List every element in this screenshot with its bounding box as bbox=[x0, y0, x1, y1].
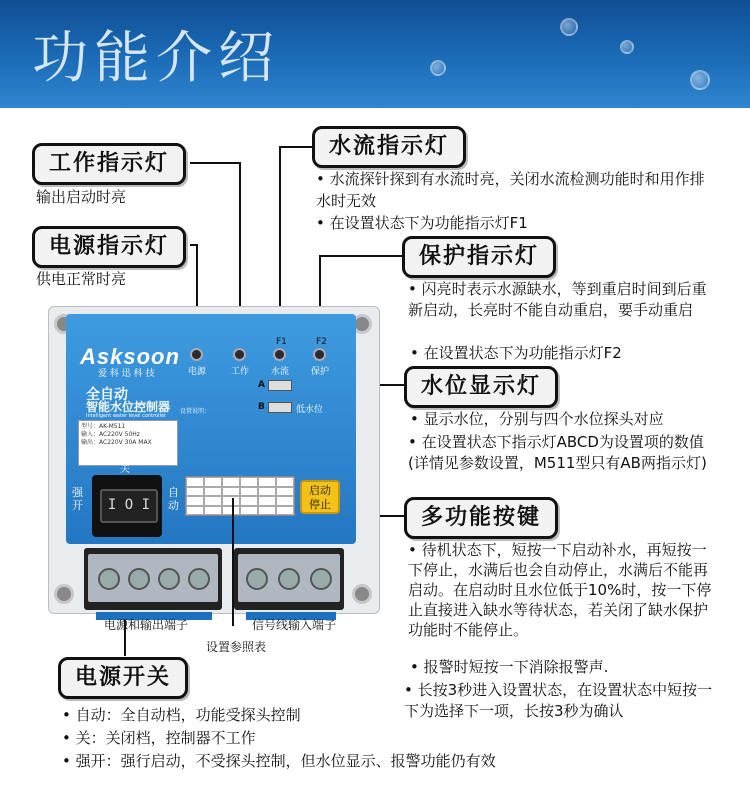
level-led-a bbox=[268, 380, 292, 391]
header-banner bbox=[0, 0, 750, 108]
table-cell bbox=[204, 487, 222, 497]
power-rocker-switch[interactable] bbox=[92, 475, 162, 537]
power-terminal-block bbox=[84, 548, 222, 610]
heading-label: 多功能按键 bbox=[421, 505, 542, 530]
protect-light-bullet: • 在设置状态下为功能指示灯F2 bbox=[410, 344, 622, 362]
terminal-screw-icon bbox=[188, 568, 210, 590]
table-cell bbox=[258, 496, 276, 506]
screw-icon bbox=[352, 584, 372, 604]
bubble-decoration bbox=[430, 60, 446, 76]
table-cell bbox=[258, 477, 276, 487]
led-label: 保护 bbox=[311, 367, 330, 377]
flow-led bbox=[273, 348, 286, 361]
table-cell bbox=[222, 496, 240, 506]
table-cell bbox=[222, 506, 240, 516]
table-cell bbox=[276, 506, 294, 516]
table-cell bbox=[204, 477, 222, 487]
switch-label-auto: 自 动 bbox=[168, 486, 179, 512]
heading-label: 电源开关 bbox=[75, 665, 172, 690]
heading-level-light bbox=[404, 366, 558, 408]
pointer-line bbox=[320, 255, 404, 257]
caption-settings-table: 设置参照表 bbox=[206, 640, 267, 654]
level-label: 低水位 bbox=[296, 405, 324, 415]
table-cell bbox=[204, 506, 222, 516]
table-cell bbox=[204, 496, 222, 506]
terminal-screw-icon bbox=[278, 568, 300, 590]
page-title: 功能介绍 bbox=[32, 26, 280, 91]
setting-note bbox=[180, 408, 320, 456]
bubble-decoration bbox=[690, 70, 710, 90]
level-light-bullet: • 显示水位，分别与四个水位探头对应 bbox=[410, 410, 664, 428]
level-light-bullet: • 在设置状态下指示灯ABCD为设置项的数值(详情见参数设置，M511型只有AB两指示灯) bbox=[408, 433, 707, 472]
pointer-line bbox=[280, 146, 314, 148]
heading-label: 电源指示灯 bbox=[49, 234, 170, 259]
terminal-screw-icon bbox=[128, 568, 150, 590]
switch-face: I O I bbox=[100, 489, 158, 523]
multi-button-bullet: • 长按3秒进入设置状态，在设置状态中短按一下为选择下一项，长按3秒为确认 bbox=[404, 681, 713, 720]
heading-label: 保护指示灯 bbox=[419, 244, 540, 269]
table-cell bbox=[258, 487, 276, 497]
pointer-line bbox=[232, 498, 234, 626]
heading-work-light bbox=[32, 143, 186, 185]
heading-label: 水流指示灯 bbox=[329, 134, 450, 159]
work-light-desc: 输出启动时亮 bbox=[36, 188, 127, 206]
led-label: 工作 bbox=[231, 367, 250, 377]
led-label: 水流 bbox=[271, 367, 290, 377]
table-cell bbox=[258, 506, 276, 516]
heading-power-switch bbox=[58, 657, 188, 699]
power-light-desc: 供电正常时亮 bbox=[36, 270, 127, 288]
spec-line: 输入：AC220V 50Hz bbox=[81, 431, 140, 438]
table-cell bbox=[240, 487, 258, 497]
terminal-screw-icon bbox=[98, 568, 120, 590]
power-led bbox=[190, 348, 203, 361]
spec-line: 输出：AC220V 30A MAX bbox=[81, 439, 152, 446]
protect-led bbox=[313, 348, 326, 361]
power-switch-bullet: • 强开：强行启动，不受探头控制，但水位显示、报警功能仍有效 bbox=[62, 752, 496, 770]
screw-icon bbox=[54, 584, 74, 604]
switch-label-off: 关 bbox=[120, 464, 130, 475]
led-top-label: F2 bbox=[316, 337, 327, 347]
heading-flow-light bbox=[312, 126, 466, 168]
table-cell bbox=[222, 487, 240, 497]
table-cell bbox=[276, 487, 294, 497]
heading-power-light bbox=[32, 226, 186, 268]
terminal-screw-icon bbox=[310, 568, 332, 590]
flow-light-bullet: • 水流探针探到有水流时亮，关闭水流检测功能时和用作排水时无效 bbox=[316, 170, 705, 210]
bubble-decoration bbox=[620, 40, 634, 54]
multi-button-bullet: • 待机状态下，短按一下启动补水，再短按一下停止，水满后也会自动停止，水满后不能再启动。在启动时且水位低于10%时，按一下停止直接进入缺水等待状态，若关闭了缺水保护功能时不能停止。 bbox=[408, 541, 712, 639]
terminal-screw-icon bbox=[246, 568, 268, 590]
product-en: Intelligent water level controller bbox=[86, 413, 166, 419]
table-cell bbox=[276, 496, 294, 506]
table-cell bbox=[240, 506, 258, 516]
flow-light-bullet: • 在设置状态下为功能指示灯F1 bbox=[316, 214, 528, 232]
led-top-label: F1 bbox=[276, 337, 287, 347]
level-letter: B bbox=[258, 402, 265, 412]
brand-logo: Asksoon bbox=[80, 344, 180, 369]
table-cell bbox=[222, 477, 240, 487]
heading-label: 工作指示灯 bbox=[49, 151, 170, 176]
heading-protect-light bbox=[402, 236, 556, 278]
table-cell bbox=[186, 496, 204, 506]
protect-light-bullet: • 闪亮时表示水源缺水，等到重启时间到后重新启动，长亮时不能自动重启，要手动重启 bbox=[408, 280, 707, 319]
power-switch-bullet: • 关：关闭档，控制器不工作 bbox=[62, 729, 256, 747]
table-cell bbox=[276, 477, 294, 487]
table-cell bbox=[186, 506, 204, 516]
bubble-decoration bbox=[560, 18, 578, 36]
setting-note-title: 设置说明： bbox=[180, 408, 211, 415]
table-cell bbox=[186, 487, 204, 497]
product-title: 全自动 bbox=[86, 387, 128, 403]
caption-power-terminal: 电源和输出端子 bbox=[104, 618, 189, 632]
level-letter: A bbox=[258, 380, 265, 390]
caption-signal-terminal: 信号线输入端子 bbox=[252, 618, 337, 632]
switch-label-force: 强 开 bbox=[72, 486, 83, 512]
heading-multi-button bbox=[404, 497, 558, 539]
work-led bbox=[233, 348, 246, 361]
table-cell bbox=[240, 477, 258, 487]
power-switch-bullet: • 自动：全自动档，功能受探头控制 bbox=[62, 706, 301, 724]
settings-reference-table bbox=[185, 476, 295, 516]
spec-line: 型号：AK-M511 bbox=[81, 423, 126, 430]
led-label: 电源 bbox=[188, 367, 207, 377]
heading-label: 水位显示灯 bbox=[421, 374, 542, 399]
signal-terminal-block bbox=[234, 548, 344, 610]
multi-function-button[interactable]: 启动 停止 bbox=[300, 480, 340, 514]
table-cell bbox=[240, 496, 258, 506]
terminal-screw-icon bbox=[158, 568, 180, 590]
multi-button-bullet: • 报警时短按一下消除报警声. bbox=[410, 658, 609, 676]
product-title: 智能水位控制器 bbox=[86, 400, 171, 414]
pointer-line bbox=[190, 162, 240, 164]
brand-sub: 爱 科 迅 科 技 bbox=[98, 369, 155, 379]
table-cell bbox=[186, 477, 204, 487]
